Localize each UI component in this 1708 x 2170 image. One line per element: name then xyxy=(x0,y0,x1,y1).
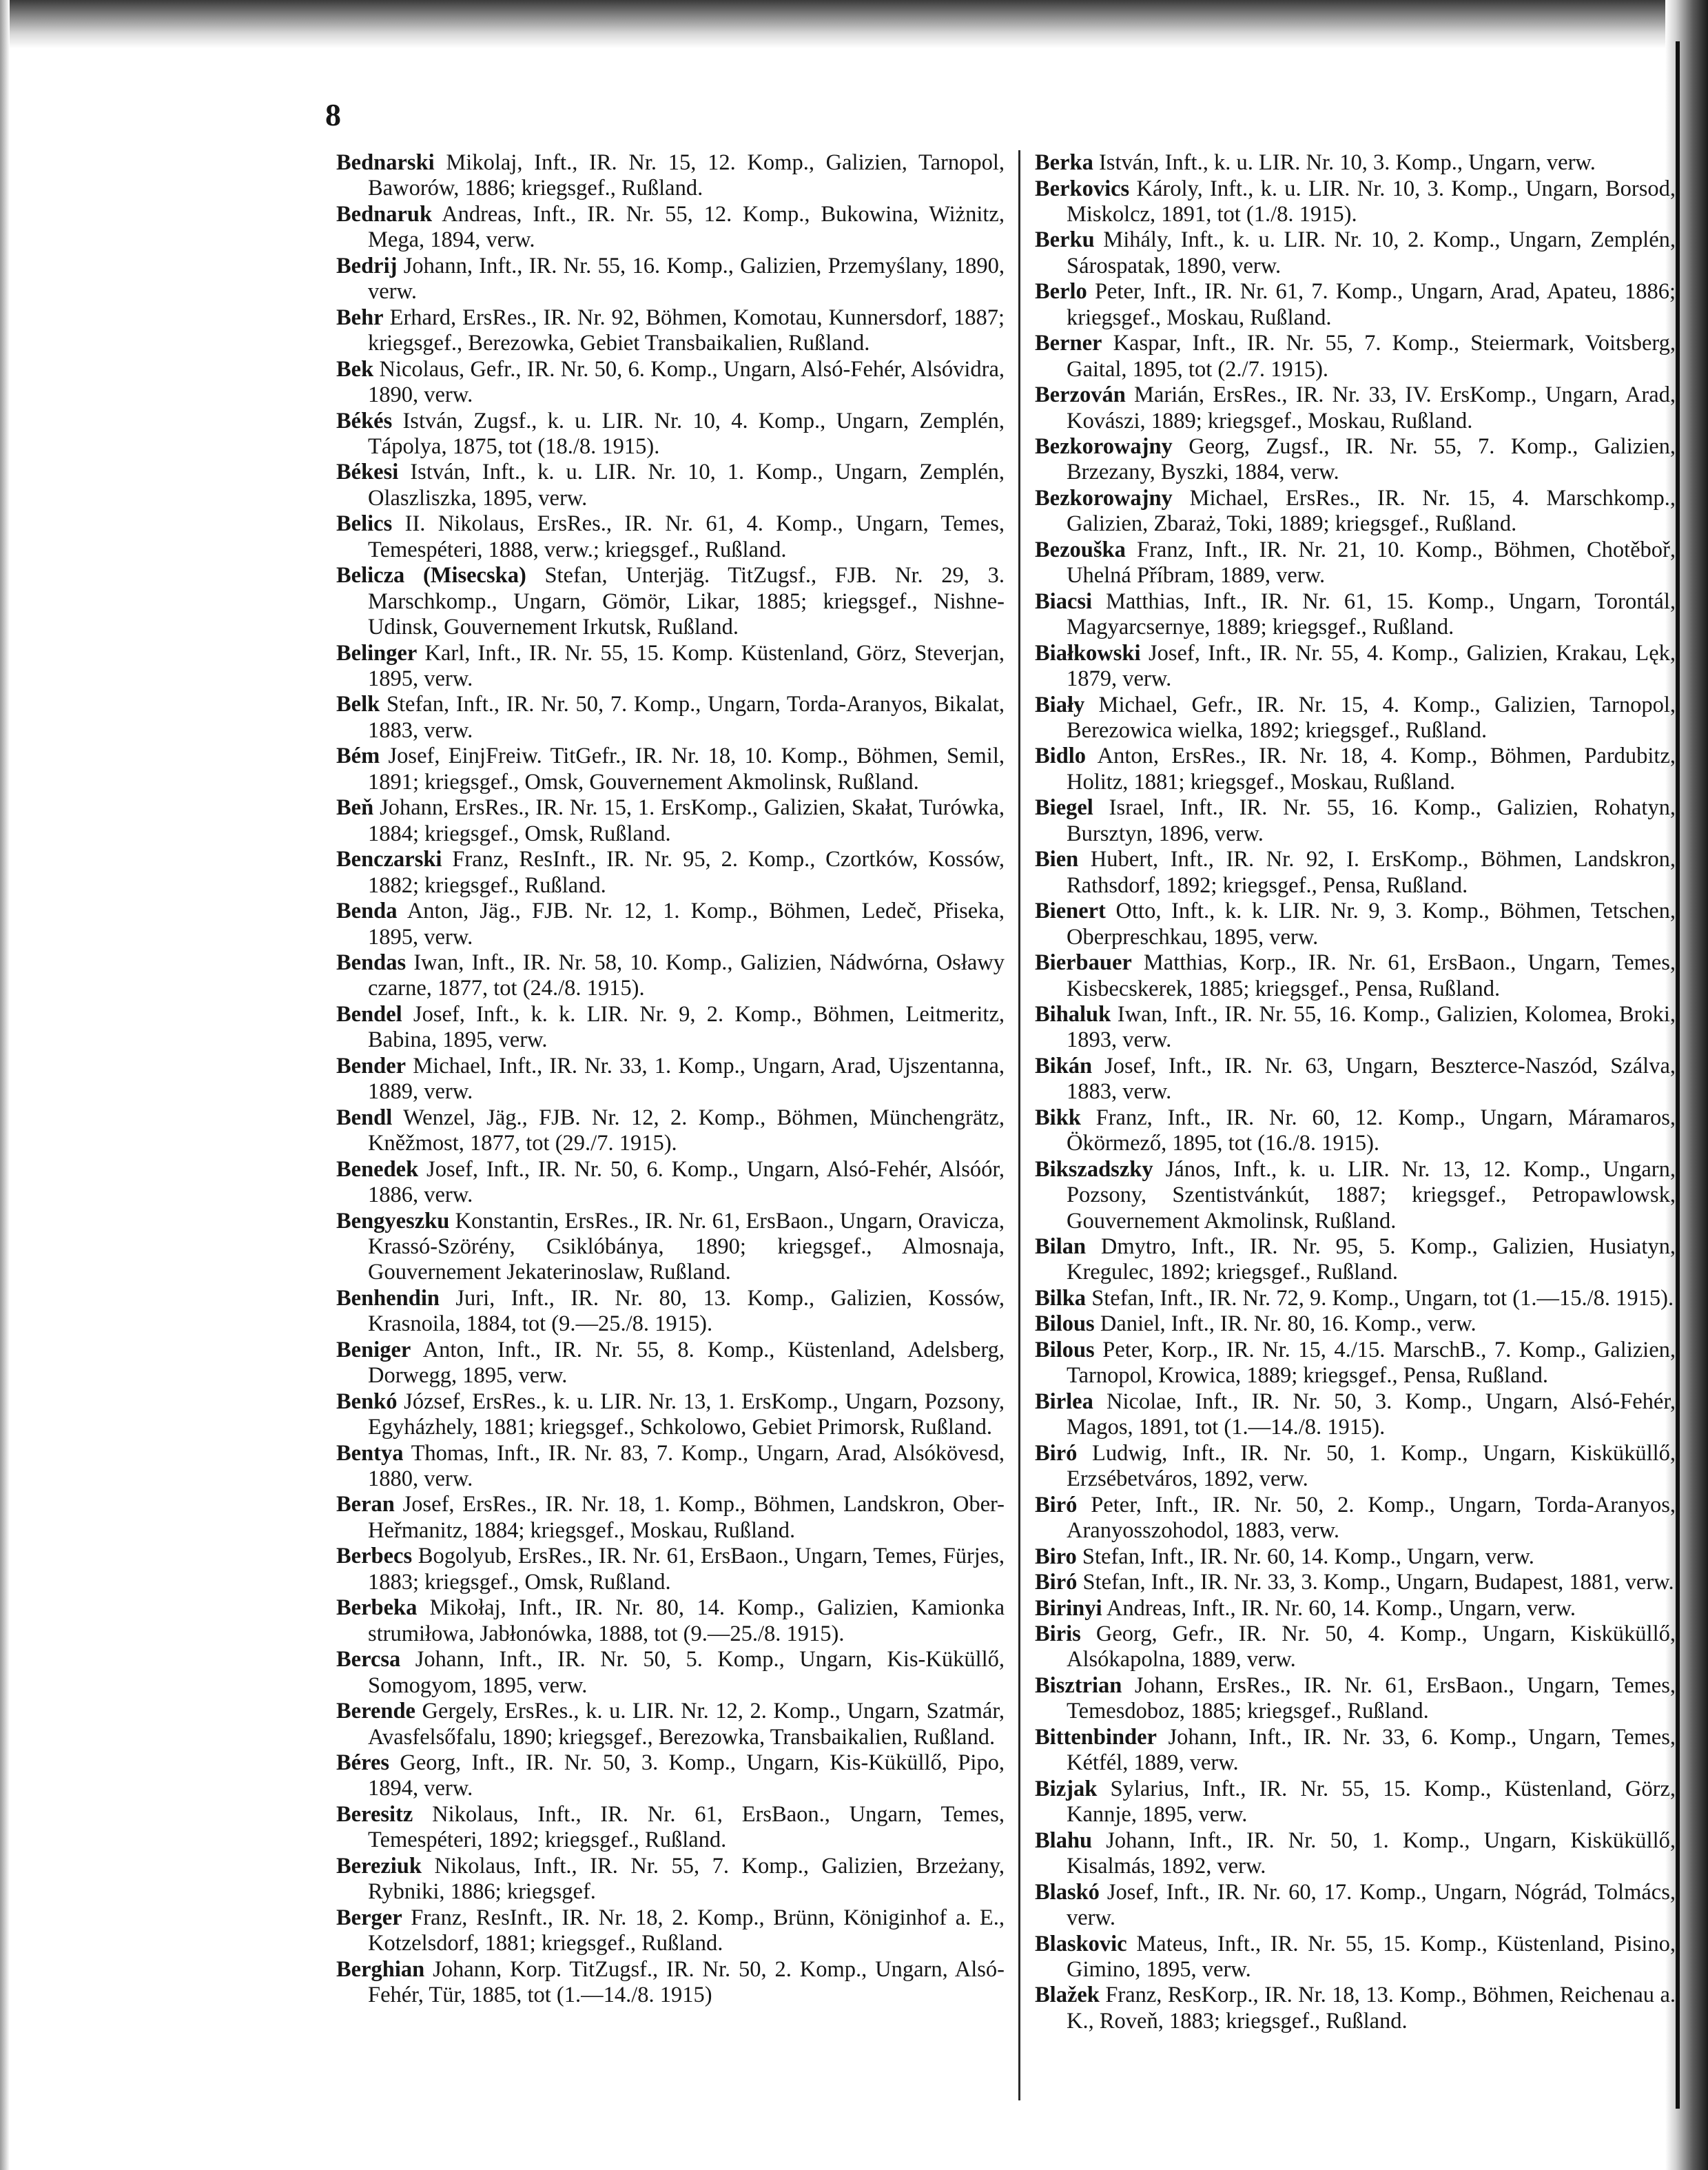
list-item xyxy=(1035,1389,1676,1441)
entry-surname: Bihaluk xyxy=(1035,1002,1111,1027)
entry-details: Ludwig, Inft., IR. Nr. 50, 1. Komp., Ungarn, Kisküküllő, Erzsébetváros, 1892, verw. xyxy=(1067,1440,1676,1492)
entry-details: János, Inft., k. u. LIR. Nr. 13, 12. Komp., Ungarn, Pozsony, Szentistvánkút, 1887; kriegsgef., Petropawlowsk, Gouvernement Akmolinsk, Rußland. xyxy=(1067,1156,1676,1234)
page-number: 8 xyxy=(325,97,341,132)
entry-details: Franz, ResKorp., IR. Nr. 18, 13. Komp., Böhmen, Reichenau a. K., Roveň, 1883; kriegsgef., Rußland. xyxy=(1067,1983,1676,2034)
entry-surname: Bikk xyxy=(1035,1105,1081,1130)
list-item xyxy=(336,150,1005,202)
list-item xyxy=(336,1595,1005,1647)
scan-shadow-top xyxy=(0,0,1708,48)
entry-surname: Blaskó xyxy=(1035,1879,1100,1905)
scan-shadow-left xyxy=(0,0,10,2170)
list-item xyxy=(336,254,1005,305)
entry-surname: Békesi xyxy=(336,460,399,485)
entry-surname: Blaskovic xyxy=(1035,1931,1127,1956)
list-item xyxy=(1035,589,1676,641)
entry-surname: Bienert xyxy=(1035,899,1106,924)
entry-surname: Benkó xyxy=(336,1389,398,1414)
list-item xyxy=(336,1544,1005,1595)
entry-surname: Beniger xyxy=(336,1337,411,1362)
entry-details: Peter, Inft., IR. Nr. 50, 2. Komp., Ungarn, Torda-Aranyos, Aranyosszohodol, 1883, verw. xyxy=(1067,1492,1676,1544)
entry-details: Karl, Inft., IR. Nr. 55, 15. Komp. Küstenland, Görz, Steverjan, 1895, verw. xyxy=(368,640,1005,691)
entry-surname: Berlo xyxy=(1035,279,1087,305)
entry-surname: Bezkorowajny xyxy=(1035,485,1173,511)
entry-surname: Békés xyxy=(336,408,393,433)
entry-details: Johann, Inft., IR. Nr. 50, 5. Komp., Ungarn, Kis-Küküllő, Somogyom, 1895, verw. xyxy=(368,1647,1005,1698)
entry-surname: Belics xyxy=(336,511,393,537)
entry-details: Iwan, Inft., IR. Nr. 55, 16. Komp., Galizien, Kolomea, Broki, 1893, verw. xyxy=(1067,1002,1676,1053)
entry-surname: Bisztrian xyxy=(1035,1672,1122,1698)
entry-surname: Bizjak xyxy=(1035,1776,1098,1801)
entry-details: Konstantin, ErsRes., IR. Nr. 61, ErsBaon., Ungarn, Oravicza, Krassó-Szörény, Csiklóbánya, 1890; kriegsgef., Almosnaja, Gouvernement Jekaterinoslaw, Rußland. xyxy=(368,1208,1005,1285)
list-item xyxy=(1035,950,1676,1002)
entry-details: Gergely, ErsRes., k. u. LIR. Nr. 12, 2. Komp., Ungarn, Szatmár, Avasfelsőfalu, 1890; kriegsgef., Berezowka, Transbaikalien, Rußland. xyxy=(368,1699,1005,1750)
entry-details: Johann, ErsRes., IR. Nr. 15, 1. ErsKomp., Galizien, Skałat, Turówka, 1884; kriegsgef., Omsk, Rußland. xyxy=(368,795,1005,846)
entry-details: Josef, Inft., IR. Nr. 55, 4. Komp., Galizien, Krakau, Lęk, 1879, verw. xyxy=(1067,640,1676,692)
entry-details: Juri, Inft., IR. Nr. 80, 13. Komp., Galizien, Kossów, Krasnoila, 1884, tot (9.—25./8. 1915). xyxy=(368,1285,1005,1337)
entry-surname: Birlea xyxy=(1035,1389,1093,1414)
entry-details: Mateus, Inft., IR. Nr. 55, 15. Komp., Küstenland, Pisino, Gimino, 1895, verw. xyxy=(1067,1931,1676,1982)
entry-details: Anton, Jäg., FJB. Nr. 12, 1. Komp., Böhmen, Ledeč, Přiseka, 1895, verw. xyxy=(368,899,1005,950)
entry-surname: Bednaruk xyxy=(336,201,433,227)
list-item xyxy=(336,1209,1005,1286)
entry-surname: Biacsi xyxy=(1035,588,1093,614)
list-item xyxy=(1035,744,1676,795)
entry-surname: Berghian xyxy=(336,1956,425,1982)
list-item xyxy=(336,847,1005,899)
list-item xyxy=(1035,176,1676,228)
left-column xyxy=(336,150,1005,2128)
entry-details: Anton, ErsRes., IR. Nr. 18, 4. Komp., Böhmen, Pardubitz, Holitz, 1881; kriegsgef., Moskau, Rußland. xyxy=(1067,744,1676,795)
right-column xyxy=(1035,150,1676,2128)
entry-details: Nicolae, Inft., IR. Nr. 50, 3. Komp., Ungarn, Alsó-Fehér, Magos, 1891, tot (1.—14./8. 1915). xyxy=(1067,1389,1676,1440)
entry-details: István, Zugsf., k. u. LIR. Nr. 10, 4. Komp., Ungarn, Zemplén, Tápolya, 1875, tot (18./8. 1915). xyxy=(368,408,1005,459)
entry-surname: Bien xyxy=(1035,847,1079,872)
entry-surname: Blažek xyxy=(1035,1983,1100,2008)
list-item xyxy=(1035,1828,1676,1880)
entry-details: Sylarius, Inft., IR. Nr. 55, 15. Komp., Küstenland, Görz, Kannje, 1895, verw. xyxy=(1067,1776,1676,1828)
entry-details: Michael, Gefr., IR. Nr. 15, 4. Komp., Galizien, Tarnopol, Berezowica wielka, 1892; kriegsgef., Rußland. xyxy=(1067,692,1676,743)
list-item xyxy=(336,460,1005,511)
entry-surname: Beň xyxy=(336,795,374,821)
list-item xyxy=(336,1286,1005,1338)
entry-details: Nicolaus, Gefr., IR. Nr. 50, 6. Komp., Ungarn, Alsó-Fehér, Alsóvidra, 1890, verw. xyxy=(368,356,1005,408)
entry-surname: Benczarski xyxy=(336,847,442,872)
entry-details: Israel, Inft., IR. Nr. 55, 16. Komp., Galizien, Rohatyn, Bursztyn, 1896, verw. xyxy=(1067,795,1676,846)
entry-details: Wenzel, Jäg., FJB. Nr. 12, 2. Komp., Böhmen, Münchengrätz, Kněžmost, 1877, tot (29./7. 1915). xyxy=(368,1105,1005,1156)
entry-surname: Bilan xyxy=(1035,1234,1087,1260)
entry-surname: Bezouška xyxy=(1035,537,1126,562)
entry-surname: Biró xyxy=(1035,1570,1078,1595)
entry-details: Josef, Inft., k. k. LIR. Nr. 9, 2. Komp., Böhmen, Leitmeritz, Babina, 1895, verw. xyxy=(368,1001,1005,1053)
entry-surname: Bidlo xyxy=(1035,744,1087,769)
entry-surname: Bezkorowajny xyxy=(1035,434,1173,460)
entry-details: Josef, ErsRes., IR. Nr. 18, 1. Komp., Böhmen, Landskron, Ober-Heřmanitz, 1884; kriegsgef., Moskau, Rußland. xyxy=(368,1492,1005,1543)
column-divider xyxy=(1018,150,1020,2100)
entry-details: Franz, Inft., IR. Nr. 60, 12. Komp., Ungarn, Máramaros, Ökörmező, 1895, tot (16./8. 1915). xyxy=(1067,1105,1676,1156)
entry-details: Andreas, Inft., IR. Nr. 55, 12. Komp., Bukowina, Wiżnitz, Mega, 1894, verw. xyxy=(368,201,1005,253)
entry-surname: Berger xyxy=(336,1905,402,1930)
entry-surname: Bentya xyxy=(336,1440,404,1466)
entry-details: Michael, ErsRes., IR. Nr. 15, 4. Marschkomp., Galizien, Zbaraż, Toki, 1889; kriegsgef., Rußland. xyxy=(1067,485,1676,537)
list-item xyxy=(1035,1157,1676,1234)
list-item xyxy=(1035,1493,1676,1544)
entry-surname: Berende xyxy=(336,1699,415,1724)
list-item xyxy=(1035,847,1676,899)
list-item xyxy=(1035,434,1676,486)
entry-details: Josef, Inft., IR. Nr. 63, Ungarn, Beszterce-Naszód, Szálva, 1883, verw. xyxy=(1067,1053,1676,1105)
list-item xyxy=(336,1105,1005,1157)
list-item xyxy=(336,1338,1005,1389)
list-item xyxy=(1035,1570,1676,1595)
entry-surname: Berka xyxy=(1035,150,1093,175)
entry-surname: Bém xyxy=(336,744,380,769)
entry-details: Johann, Korp. TitZugsf., IR. Nr. 50, 2. Komp., Ungarn, Alsó-Fehér, Tür, 1885, tot (1.—14./8. 1915) xyxy=(368,1956,1005,2008)
entry-details: Mikołaj, Inft., IR. Nr. 80, 14. Komp., Galizien, Kamionka strumiłowa, Jabłonówka, 1888, tot (9.—25./8. 1915). xyxy=(368,1595,1005,1646)
list-item xyxy=(336,1905,1005,1957)
entry-details: Erhard, ErsRes., IR. Nr. 92, Böhmen, Komotau, Kunnersdorf, 1887; kriegsgef., Berezowka, Gebiet Transbaikalien, Rußland. xyxy=(368,305,1005,356)
list-item xyxy=(336,899,1005,950)
list-item xyxy=(336,1854,1005,1905)
entry-surname: Biró xyxy=(1035,1440,1078,1466)
entry-details: Georg, Zugsf., IR. Nr. 55, 7. Komp., Galizien, Brzezany, Byszki, 1884, verw. xyxy=(1067,434,1676,485)
entry-details: Anton, Inft., IR. Nr. 55, 8. Komp., Küstenland, Adelsberg, Dorwegg, 1895, verw. xyxy=(368,1337,1005,1389)
list-item xyxy=(1035,693,1676,744)
entry-details: Peter, Korp., IR. Nr. 15, 4./15. MarschB., 7. Komp., Galizien, Tarnopol, Krowica, 1889; kriegsgef., Pensa, Rußland. xyxy=(1067,1337,1676,1389)
list-item xyxy=(336,692,1005,744)
entry-surname: Berbecs xyxy=(336,1544,413,1569)
list-item xyxy=(336,1647,1005,1699)
entry-details: Hubert, Inft., IR. Nr. 92, I. ErsKomp., Böhmen, Landskron, Rathsdorf, 1892; kriegsgef., Pensa, Rußland. xyxy=(1067,847,1676,898)
entry-surname: Berzován xyxy=(1035,382,1126,408)
entry-surname: Bendl xyxy=(336,1105,393,1130)
list-item xyxy=(336,641,1005,693)
entry-surname: Białkowski xyxy=(1035,640,1141,666)
entry-details: István, Inft., k. u. LIR. Nr. 10, 3. Komp., Ungarn, verw. xyxy=(1093,150,1596,175)
entry-surname: Blahu xyxy=(1035,1828,1093,1853)
list-item xyxy=(336,744,1005,795)
list-item xyxy=(1035,279,1676,331)
list-item xyxy=(1035,1673,1676,1725)
entry-details: Peter, Inft., IR. Nr. 61, 7. Komp., Ungarn, Arad, Apateu, 1886; kriegsgef., Moskau, Rußland. xyxy=(1067,279,1676,330)
entry-surname: Bikán xyxy=(1035,1053,1093,1078)
entry-details: Marián, ErsRes., IR. Nr. 33, IV. ErsKomp., Ungarn, Arad, Kovászi, 1889; kriegsgef., Moskau, Rußland. xyxy=(1067,382,1676,433)
list-item xyxy=(336,357,1005,409)
entry-details: Johann, Inft., IR. Nr. 50, 1. Komp., Ungarn, Kisküküllő, Kisalmás, 1892, verw. xyxy=(1067,1828,1676,1879)
list-item xyxy=(336,202,1005,254)
list-item xyxy=(336,1389,1005,1441)
list-item xyxy=(336,409,1005,460)
list-item xyxy=(336,1054,1005,1105)
list-item xyxy=(1035,795,1676,847)
list-item xyxy=(336,950,1005,1002)
entry-details: Georg, Inft., IR. Nr. 50, 3. Komp., Ungarn, Kis-Küküllő, Pipo, 1894, verw. xyxy=(368,1750,1005,1801)
list-item xyxy=(1035,382,1676,434)
entry-details: József, ErsRes., k. u. LIR. Nr. 13, 1. ErsKomp., Ungarn, Pozsony, Egyházhely, 1881; kriegsgef., Schkolowo, Gebiet Primorsk, Rußland. xyxy=(368,1389,1005,1440)
entry-details: Josef, Inft., IR. Nr. 50, 6. Komp., Ungarn, Alsó-Fehér, Alsóór, 1886, verw. xyxy=(368,1156,1005,1208)
list-item xyxy=(1035,1002,1676,1054)
entry-details: Stefan, Inft., IR. Nr. 50, 7. Komp., Ungarn, Torda-Aranyos, Bikalat, 1883, verw. xyxy=(368,692,1005,743)
entry-details: Georg, Gefr., IR. Nr. 50, 4. Komp., Ungarn, Kisküküllő, Alsókapolna, 1889, verw. xyxy=(1067,1621,1676,1672)
entry-surname: Bednarski xyxy=(336,150,435,175)
entry-details: Kaspar, Inft., IR. Nr. 55, 7. Komp., Steiermark, Voitsberg, Gaital, 1895, tot (2./7. 1915). xyxy=(1067,331,1676,382)
list-item xyxy=(336,1002,1005,1054)
list-item xyxy=(1035,641,1676,693)
list-item xyxy=(1035,899,1676,950)
entry-details: Andreas, Inft., IR. Nr. 60, 14. Komp., Ungarn, verw. xyxy=(1102,1595,1576,1621)
list-item xyxy=(1035,1311,1676,1337)
entry-details: Matthias, Inft., IR. Nr. 61, 15. Komp., Ungarn, Torontál, Magyarcsernye, 1889; kriegsgef., Rußland. xyxy=(1067,588,1676,640)
list-item xyxy=(336,1699,1005,1750)
entry-surname: Bereziuk xyxy=(336,1853,422,1879)
entry-surname: Berbeka xyxy=(336,1595,418,1621)
entry-details: Stefan, Inft., IR. Nr. 33, 3. Komp., Ungarn, Budapest, 1881, verw. xyxy=(1077,1570,1674,1595)
list-item xyxy=(1035,1932,1676,1983)
entry-details: Stefan, Inft., IR. Nr. 60, 14. Komp., Ungarn, verw. xyxy=(1076,1544,1534,1569)
list-item xyxy=(336,1492,1005,1544)
entry-details: Josef, Inft., IR. Nr. 60, 17. Komp., Ungarn, Nógrád, Tolmács, verw. xyxy=(1067,1879,1676,1930)
list-item xyxy=(336,795,1005,847)
entry-details: II. Nikolaus, ErsRes., IR. Nr. 61, 4. Komp., Ungarn, Temes, Temespéteri, 1888, verw.; kriegsgef., Rußland. xyxy=(368,511,1005,562)
list-item xyxy=(336,1441,1005,1493)
entry-surname: Belk xyxy=(336,692,380,717)
list-item xyxy=(1035,1286,1676,1311)
entry-details: Dmytro, Inft., IR. Nr. 95, 5. Komp., Galizien, Husiatyn, Kregulec, 1892; kriegsgef., Rußland. xyxy=(1067,1234,1676,1285)
entry-details: Johann, ErsRes., IR. Nr. 61, ErsBaon., Ungarn, Temes, Temesdoboz, 1885; kriegsgef., Rußland. xyxy=(1067,1672,1676,1724)
entry-details: Károly, Inft., k. u. LIR. Nr. 10, 3. Komp., Ungarn, Borsod, Miskolcz, 1891, tot (1./8. 1915). xyxy=(1067,176,1676,227)
entry-surname: Bilous xyxy=(1035,1311,1095,1337)
binding-edge-rule xyxy=(1676,41,1680,2109)
entry-surname: Bendas xyxy=(336,950,407,975)
list-item xyxy=(1035,1880,1676,1932)
list-item xyxy=(1035,1725,1676,1777)
entry-surname: Birinyi xyxy=(1035,1595,1102,1621)
list-item xyxy=(1035,538,1676,589)
entry-surname: Berner xyxy=(1035,331,1102,356)
entry-surname: Benedek xyxy=(336,1156,419,1182)
entry-surname: Biały xyxy=(1035,692,1085,717)
entry-details: Franz, ResInft., IR. Nr. 95, 2. Komp., Czortków, Kossów, 1882; kriegsgef., Rußland. xyxy=(368,847,1005,898)
entry-details: Iwan, Inft., IR. Nr. 58, 10. Komp., Galizien, Nádwórna, Osławy czarne, 1877, tot (24./8. 1915). xyxy=(368,950,1005,1001)
list-item xyxy=(1035,1621,1676,1673)
list-item xyxy=(336,1750,1005,1802)
entry-details: Otto, Inft., k. k. LIR. Nr. 9, 3. Komp., Böhmen, Tetschen, Oberpreschkau, 1895, verw. xyxy=(1067,899,1676,950)
entry-surname: Benhendin xyxy=(336,1285,440,1311)
list-item xyxy=(1035,1983,1676,2034)
entry-surname: Behr xyxy=(336,305,384,330)
entry-surname: Benda xyxy=(336,899,398,924)
entry-details: Matthias, Korp., IR. Nr. 61, ErsBaon., Ungarn, Temes, Kisbecskerek, 1885; kriegsgef., Pensa, Rußland. xyxy=(1067,950,1676,1001)
entry-details: Michael, Inft., IR. Nr. 33, 1. Komp., Ungarn, Arad, Ujszentanna, 1889, verw. xyxy=(368,1053,1005,1105)
entry-details: Franz, Inft., IR. Nr. 21, 10. Komp., Böhmen, Chotěboř, Uhelná Příbram, 1889, verw. xyxy=(1067,537,1676,588)
entry-surname: Biro xyxy=(1035,1544,1077,1569)
list-item xyxy=(1035,1544,1676,1570)
entry-details: Josef, EinjFreiw. TitGefr., IR. Nr. 18, 10. Komp., Böhmen, Semil, 1891; kriegsgef., Omsk, Gouvernement Akmolinsk, Rußland. xyxy=(368,744,1005,795)
list-item xyxy=(336,511,1005,563)
list-item xyxy=(1035,1441,1676,1493)
list-item xyxy=(336,1957,1005,2009)
entry-surname: Bedrij xyxy=(336,253,398,278)
list-item xyxy=(336,1802,1005,1854)
list-item xyxy=(1035,1105,1676,1157)
entry-details: Nikolaus, Inft., IR. Nr. 55, 7. Komp., Galizien, Brzeżany, Rybniki, 1886; kriegsgef. xyxy=(368,1853,1005,1905)
entry-surname: Bercsa xyxy=(336,1647,401,1672)
list-item xyxy=(1035,150,1676,176)
entry-surname: Biris xyxy=(1035,1621,1081,1647)
entry-surname: Biegel xyxy=(1035,795,1093,821)
entry-surname: Bengyeszku xyxy=(336,1208,450,1234)
entry-details: Daniel, Inft., IR. Nr. 80, 16. Komp., verw. xyxy=(1094,1311,1477,1337)
list-item xyxy=(1035,1596,1676,1621)
entry-details: István, Inft., k. u. LIR. Nr. 10, 1. Komp., Ungarn, Zemplén, Olaszliszka, 1895, verw. xyxy=(368,460,1005,511)
entry-surname: Beresitz xyxy=(336,1801,413,1827)
entry-details: Stefan, Inft., IR. Nr. 72, 9. Komp., Ungarn, tot (1.—15./8. 1915). xyxy=(1086,1285,1674,1311)
list-item xyxy=(1035,1338,1676,1389)
entry-surname: Beran xyxy=(336,1492,395,1517)
entry-surname: Bilous xyxy=(1035,1337,1095,1362)
entry-surname: Biró xyxy=(1035,1492,1078,1517)
entry-surname: Béres xyxy=(336,1750,390,1775)
entry-surname: Bek xyxy=(336,356,374,382)
entry-details: Johann, Inft., IR. Nr. 55, 16. Komp., Galizien, Przemyślany, 1890, verw. xyxy=(368,253,1005,305)
list-item xyxy=(336,1157,1005,1209)
entry-surname: Bilka xyxy=(1035,1285,1087,1311)
entry-surname: Bender xyxy=(336,1053,407,1078)
list-item xyxy=(1035,1054,1676,1105)
entry-details: Bogolyub, ErsRes., IR. Nr. 61, ErsBaon., Ungarn, Temes, Fürjes, 1883; kriegsgef., Omsk, Rußland. xyxy=(368,1544,1005,1595)
entry-details: Mikolaj, Inft., IR. Nr. 15, 12. Komp., Galizien, Tarnopol, Baworów, 1886; kriegsgef., Rußland. xyxy=(368,150,1005,201)
list-item xyxy=(1035,486,1676,538)
list-item xyxy=(336,563,1005,640)
list-item xyxy=(1035,227,1676,279)
entry-details: Thomas, Inft., IR. Nr. 83, 7. Komp., Ungarn, Arad, Alsókövesd, 1880, verw. xyxy=(368,1440,1005,1491)
list-item xyxy=(1035,1234,1676,1286)
entry-surname: Bendel xyxy=(336,1001,402,1027)
list-item xyxy=(336,305,1005,357)
entry-details: Mihály, Inft., k. u. LIR. Nr. 10, 2. Komp., Ungarn, Zemplén, Sárospatak, 1890, verw. xyxy=(1067,227,1676,278)
entry-surname: Bikszadszky xyxy=(1035,1156,1153,1182)
entry-surname: Berkovics xyxy=(1035,176,1130,201)
list-item xyxy=(1035,1777,1676,1828)
entry-surname: Bittenbinder xyxy=(1035,1724,1157,1750)
entry-details: Stefan, Unterjäg. TitZugsf., FJB. Nr. 29, 3. Marschkomp., Ungarn, Gömör, Likar, 1885; kriegsgef., Nishne-Udinsk, Gouvernement Irkutsk, Rußland. xyxy=(368,563,1005,640)
entry-surname: Belicza (Misecska) xyxy=(336,563,526,588)
entry-details: Nikolaus, Inft., IR. Nr. 61, ErsBaon., Ungarn, Temes, Temespéteri, 1892; kriegsgef., Rußland. xyxy=(368,1801,1005,1853)
entry-surname: Bierbauer xyxy=(1035,950,1132,976)
list-item xyxy=(1035,331,1676,382)
entry-surname: Belinger xyxy=(336,640,418,666)
entry-details: Franz, ResInft., IR. Nr. 18, 2. Komp., Brünn, Königinhof a. E., Kotzelsdorf, 1881; kriegsgef., Rußland. xyxy=(368,1905,1005,1956)
entry-surname: Berku xyxy=(1035,227,1095,253)
entry-details: Johann, Inft., IR. Nr. 33, 6. Komp., Ungarn, Temes, Kétfél, 1889, verw. xyxy=(1067,1724,1676,1776)
